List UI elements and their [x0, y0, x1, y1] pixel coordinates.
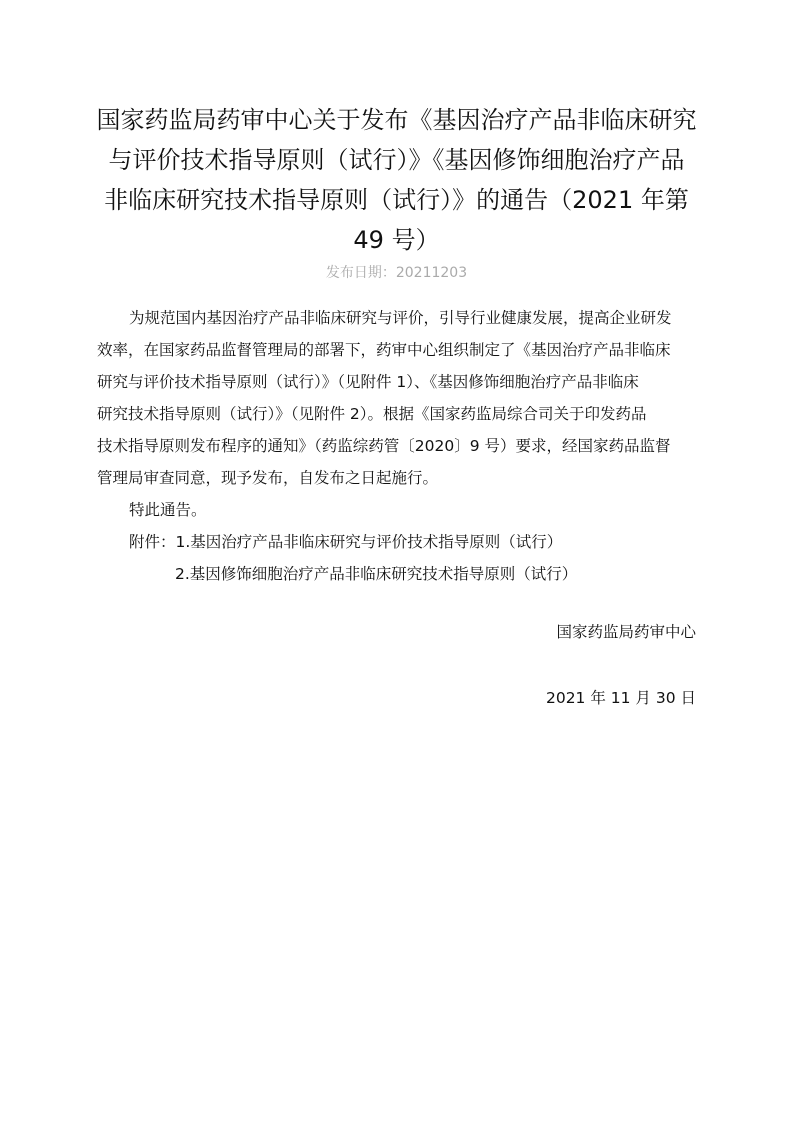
title-line: 非临床研究技术指导原则（试行）》的通告（2021 年第 [104, 186, 689, 214]
title-line: 49 号） [353, 226, 440, 254]
body-line: 为规范国内基因治疗产品非临床研究与评价，引导行业健康发展，提高企业研发 [129, 309, 672, 327]
title-line: 与评价技术指导原则（试行）》《基因修饰细胞治疗产品 [108, 146, 685, 174]
notice-line: 特此通告。 [129, 501, 207, 519]
body-line: 效率，在国家药品监督管理局的部署下，药审中心组织制定了《基因治疗产品非临床 [97, 341, 671, 359]
body-line: 技术指导原则发布程序的通知》（药监综药管〔2020〕9 号）要求，经国家药品监督 [97, 437, 671, 455]
document-title [80, 100, 713, 260]
sign-date: 2021 年 11 月 30 日 [545, 689, 696, 707]
body-line: 管理局审查同意，现予发布，自发布之日起施行。 [97, 469, 439, 487]
attachment-1: 附件：1.基因治疗产品非临床研究与评价技术指导原则（试行） [129, 533, 563, 551]
attachment-2: 2.基因修饰细胞治疗产品非临床研究技术指导原则（试行） [175, 565, 578, 583]
body-line: 研究与评价技术指导原则（试行）》（见附件 1）、《基因修饰细胞治疗产品非临床 [97, 373, 639, 391]
document-body [97, 302, 707, 590]
publish-date: 发布日期：20211203 [325, 265, 468, 281]
signature: 国家药监局药审中心 [556, 623, 696, 641]
body-line: 研究技术指导原则（试行）》（见附件 2）。根据《国家药监局综合司关于印发药品 [97, 405, 647, 423]
title-line: 国家药监局药审中心关于发布《基因治疗产品非临床研究 [96, 106, 697, 134]
